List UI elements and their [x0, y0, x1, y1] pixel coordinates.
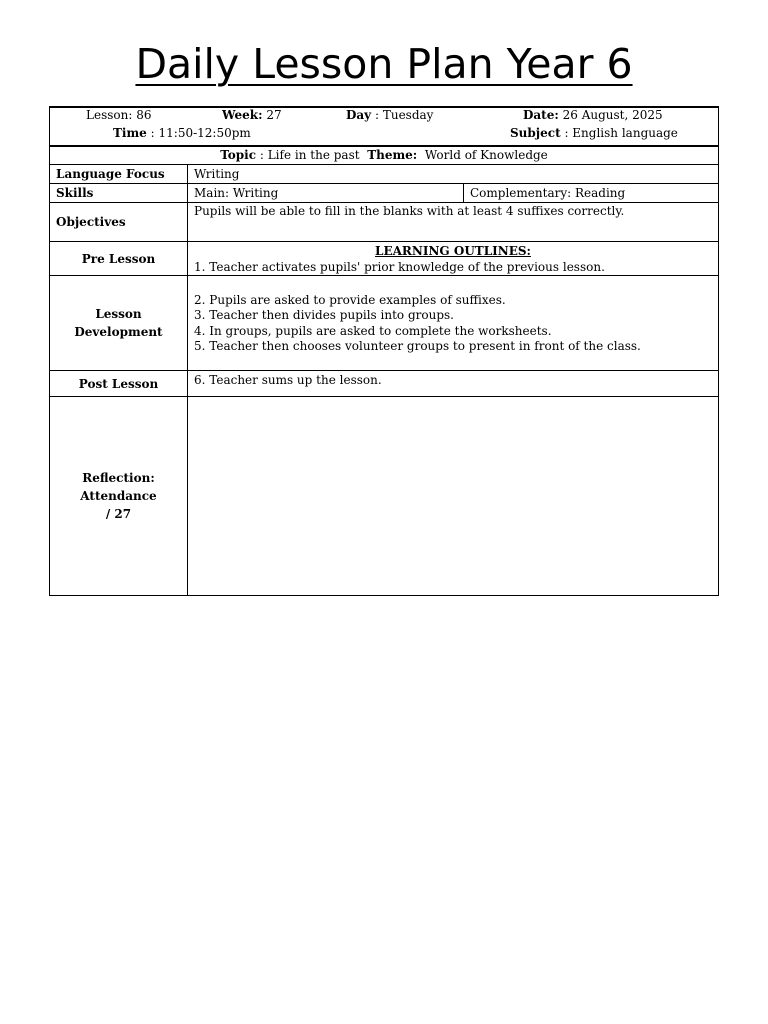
subject-value: : English language — [564, 126, 678, 140]
reflection-label: Reflection: — [82, 471, 155, 485]
topic-value: : Life in the past — [259, 148, 360, 162]
day — [346, 108, 433, 122]
day-value: : Tuesday — [374, 108, 434, 122]
day-label: Day — [346, 108, 372, 122]
time-label: Time — [113, 126, 147, 140]
subject — [510, 126, 678, 140]
development-label-line1: Lesson — [95, 307, 142, 321]
lesson-development-label — [50, 276, 188, 370]
theme-label: Theme: — [367, 148, 418, 162]
development-step: 2. Pupils are asked to provide examples of suffixes. — [194, 293, 506, 307]
lesson-plan-table — [49, 106, 719, 596]
week-value: 27 — [266, 108, 282, 122]
lesson-value: 86 — [136, 108, 152, 122]
date — [523, 108, 663, 122]
reflection-label-cell — [50, 397, 188, 595]
objectives-value: Pupils will be able to fill in the blanks with at least 4 suffixes correctly. — [194, 204, 625, 218]
topic-row — [50, 146, 718, 164]
learning-outlines-heading: LEARNING OUTLINES: — [375, 244, 531, 258]
pre-lesson-row — [50, 241, 718, 275]
skills-label: Skills — [50, 184, 188, 202]
date-label: Date: — [523, 108, 559, 122]
post-lesson-content — [188, 371, 718, 396]
development-step: 4. In groups, pupils are asked to complete the worksheets. — [194, 323, 552, 338]
lesson-number — [86, 108, 152, 122]
attendance-label: Attendance — [80, 489, 157, 503]
skills-row — [50, 183, 718, 202]
week-label: Week: — [222, 108, 263, 122]
language-focus-row — [50, 164, 718, 183]
page-title: Daily Lesson Plan Year 6 — [135, 40, 633, 88]
reflection-row — [50, 396, 718, 595]
pre-lesson-label: Pre Lesson — [50, 242, 188, 275]
post-lesson-step: 6. Teacher sums up the lesson. — [194, 373, 382, 387]
time — [113, 126, 251, 140]
development-step: 5. Teacher then chooses volunteer groups to present in front of the class. — [194, 339, 641, 354]
lesson-header — [50, 108, 718, 146]
development-label-line2: Development — [74, 325, 163, 339]
skills-main: Main: Writing — [188, 184, 464, 202]
lesson-label: Lesson: — [86, 108, 133, 122]
objectives-label: Objectives — [50, 203, 188, 241]
topic-label: Topic — [220, 148, 257, 162]
development-step: 3. Teacher then divides pupils into groups. — [194, 308, 454, 323]
time-value: : 11:50-12:50pm — [150, 126, 251, 140]
objectives-row — [50, 202, 718, 241]
lesson-development-row — [50, 275, 718, 370]
post-lesson-label: Post Lesson — [50, 371, 188, 396]
pre-lesson-content — [188, 242, 718, 275]
reflection-content — [188, 397, 718, 595]
attendance-value: / 27 — [105, 507, 132, 521]
pre-lesson-step: 1. Teacher activates pupils' prior knowledge of the previous lesson. — [194, 260, 605, 274]
language-focus-value: Writing — [194, 167, 240, 181]
post-lesson-row — [50, 370, 718, 396]
skills-complementary: Complementary: Reading — [470, 186, 626, 200]
week-number — [222, 108, 282, 122]
subject-label: Subject — [510, 126, 561, 140]
theme-value: World of Knowledge — [424, 148, 548, 162]
language-focus-label: Language Focus — [50, 165, 188, 183]
date-value: 26 August, 2025 — [562, 108, 663, 122]
lesson-development-content — [188, 276, 718, 370]
